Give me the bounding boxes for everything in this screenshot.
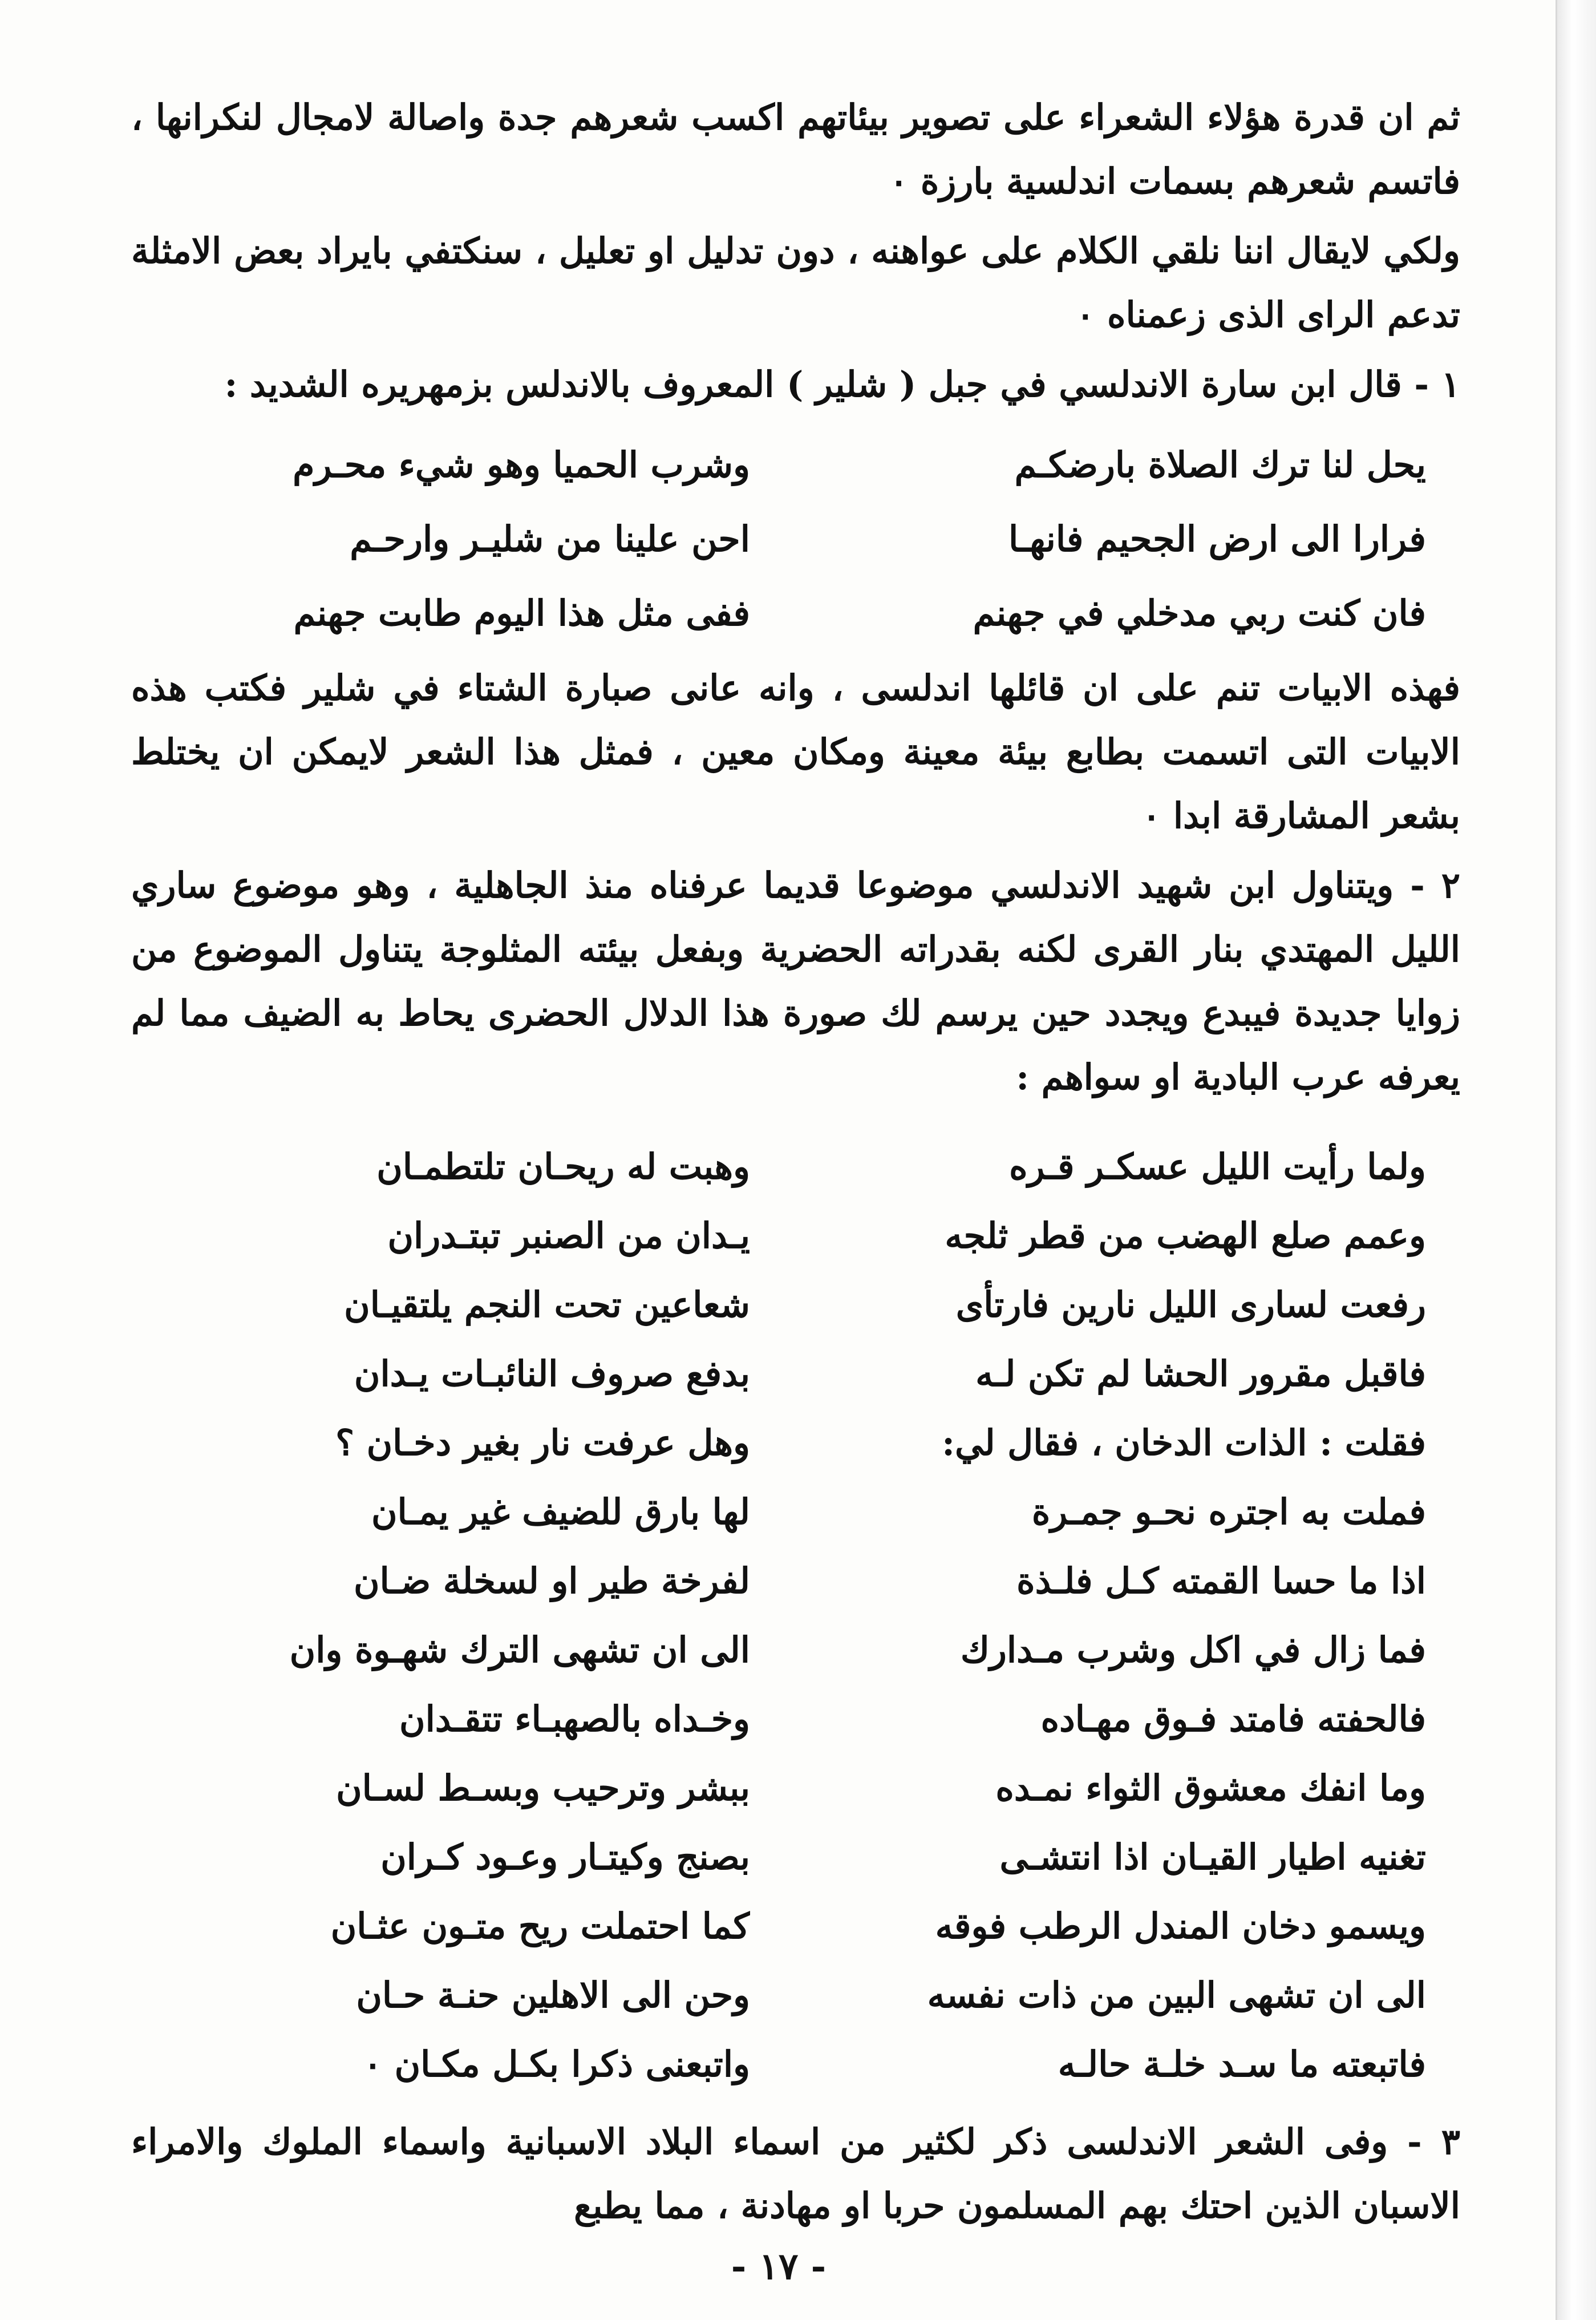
paragraph-intro: ثم ان قدرة هؤلاء الشعراء على تصوير بيئاتهم اكسب شعرهم جدة واصالة لامجال لنكرانها ، فاتسم شعرهم بسمات اندلسية بارزة ٠: [131, 96, 1460, 202]
poem-ibn-sara: [165, 428, 1426, 650]
page-body: [131, 86, 1460, 2238]
verse-second-hemistich: وحن الى الاهلين حنـة حـان: [356, 1974, 750, 2016]
verse-second-hemistich: ببشر وترحيب وبسـط لسـان: [336, 1767, 750, 1809]
verse-second-hemistich: كما احتملت ريح متـون عثـان: [330, 1905, 750, 1947]
verse-first-hemistich: تغنيه اطيار القيـان اذا انتشـى: [999, 1836, 1426, 1878]
verse-second-hemistich: وهبت له ريحـان تلتطمـان: [376, 1146, 750, 1187]
verse-first-hemistich: فان كنت ربي مدخلي في جهنم: [973, 592, 1426, 634]
verse-first-hemistich: يحل لنا ترك الصلاة بارضكـم: [1014, 444, 1426, 486]
verse-first-hemistich: فاتبعته ما سـد خلـة حالـه: [1058, 2043, 1426, 2085]
verse-first-hemistich: فملت به اجتره نحـو جمـرة: [1031, 1491, 1426, 1533]
verse-second-hemistich: وهل عرفت نار بغير دخـان ؟: [335, 1422, 750, 1464]
paragraph-example-3: ٣ - وفى الشعر الاندلسى ذكر لكثير من اسماء البلاد الاسبانية واسماء الملوك والامراء الاسبان الذين احتك بهم المسلمون حربا او مهادنة ، مما يطبع: [131, 2121, 1460, 2226]
verse-second-hemistich: وشرب الحميا وهو شيء محـرم: [293, 444, 750, 486]
verse-first-hemistich: وما انفك معشوق الثواء نمـده: [995, 1767, 1426, 1809]
page-number: - ١٧ -: [731, 2245, 827, 2288]
verse-first-hemistich: رفعت لسارى الليل نارين فارتأى: [955, 1284, 1426, 1325]
verse-second-hemistich: لفرخة طير او لسخلة ضـان: [353, 1560, 750, 1602]
poem-ibn-shuhaid: [165, 1132, 1426, 2099]
verse-first-hemistich: فرارا الى ارض الجحيم فانهـا: [1008, 518, 1426, 560]
verse-second-hemistich: احن علينا من شليـر وارحـم: [350, 518, 750, 560]
paragraph-claim: ولكي لايقال اننا نلقي الكلام على عواهنه ، دون تدليل او تعليل ، سنكتفي بايراد بعض الامثلة تدعم الراى الذى زعمناه ٠: [131, 230, 1460, 336]
verse-second-hemistich: شعاعين تحت النجم يلتقيـان: [344, 1284, 750, 1325]
verse-second-hemistich: الى ان تشهى الترك شهـوة وان: [289, 1629, 750, 1671]
verse-first-hemistich: ويسمو دخان المندل الرطب فوقه: [935, 1905, 1426, 1947]
verse-second-hemistich: لها بارق للضيف غير يمـان: [371, 1491, 750, 1533]
verse-first-hemistich: ولما رأيت الليل عسكـر قـره: [1009, 1146, 1426, 1187]
verse-first-hemistich: اذا ما حسا القمته كـل فلـذة: [1016, 1560, 1426, 1602]
verse-second-hemistich: يـدان من الصنبر تبتـدران: [387, 1215, 750, 1256]
verse-first-hemistich: فالحفته فامتد فـوق مهـاده: [1040, 1698, 1426, 1740]
paragraph-example-1-comment: فهذه الابيات تنم على ان قائلها اندلسى ، وانه عانى صبارة الشتاء في شلير فكتب هذه الابيات التى اتسمت بطابع بيئة معينة ومكان معين ، فمثل هذا الشعر لايمكن ان يختلط بشعر المشارقة ابدا ٠: [131, 667, 1460, 836]
verse-first-hemistich: الى ان تشهى البين من ذات نفسه: [927, 1974, 1426, 2016]
verse-second-hemistich: بدفع صروف النائبـات يـدان: [354, 1353, 750, 1395]
verse-first-hemistich: وعمم صلع الهضب من قطر ثلجه: [945, 1215, 1426, 1256]
verse-first-hemistich: فاقبل مقرور الحشا لم تكن لـه: [975, 1353, 1426, 1395]
paragraph-example-2-intro: ٢ - ويتناول ابن شهيد الاندلسي موضوعا قديما عرفناه منذ الجاهلية ، وهو موضوع ساري الليل المهتدي بنار القرى لكنه بقدراته الحضرية وبفعل بيئته المثلوجة يتناول الموضوع من زوايا جديدة فيبدع ويجدد حين يرسم لك صورة هذا الدلال الحضرى يحاط به الضيف مما لم يعرفه عرب البادية او سواهم :: [131, 864, 1460, 1098]
verse-second-hemistich: ففى مثل هذا اليوم طابت جهنم: [293, 592, 750, 634]
verse-second-hemistich: وخـداه بالصهبـاء تتقـدان: [399, 1698, 750, 1740]
verse-second-hemistich: بصنج وكيتـار وعـود كـران: [380, 1836, 750, 1878]
verse-first-hemistich: فقلت : الذات الدخان ، فقال لي:: [942, 1422, 1426, 1464]
verse-first-hemistich: فما زال في اكل وشرب مـدارك: [960, 1629, 1426, 1671]
verse-second-hemistich: واتبعنى ذكرا بكـل مكـان ٠: [363, 2043, 750, 2085]
paragraph-example-1-intro: ١ - قال ابن سارة الاندلسي في جبل ( شلير ) المعروف بالاندلس بزمهريره الشديد :: [224, 363, 1460, 405]
page-edge-shadow: [1557, 0, 1596, 2320]
